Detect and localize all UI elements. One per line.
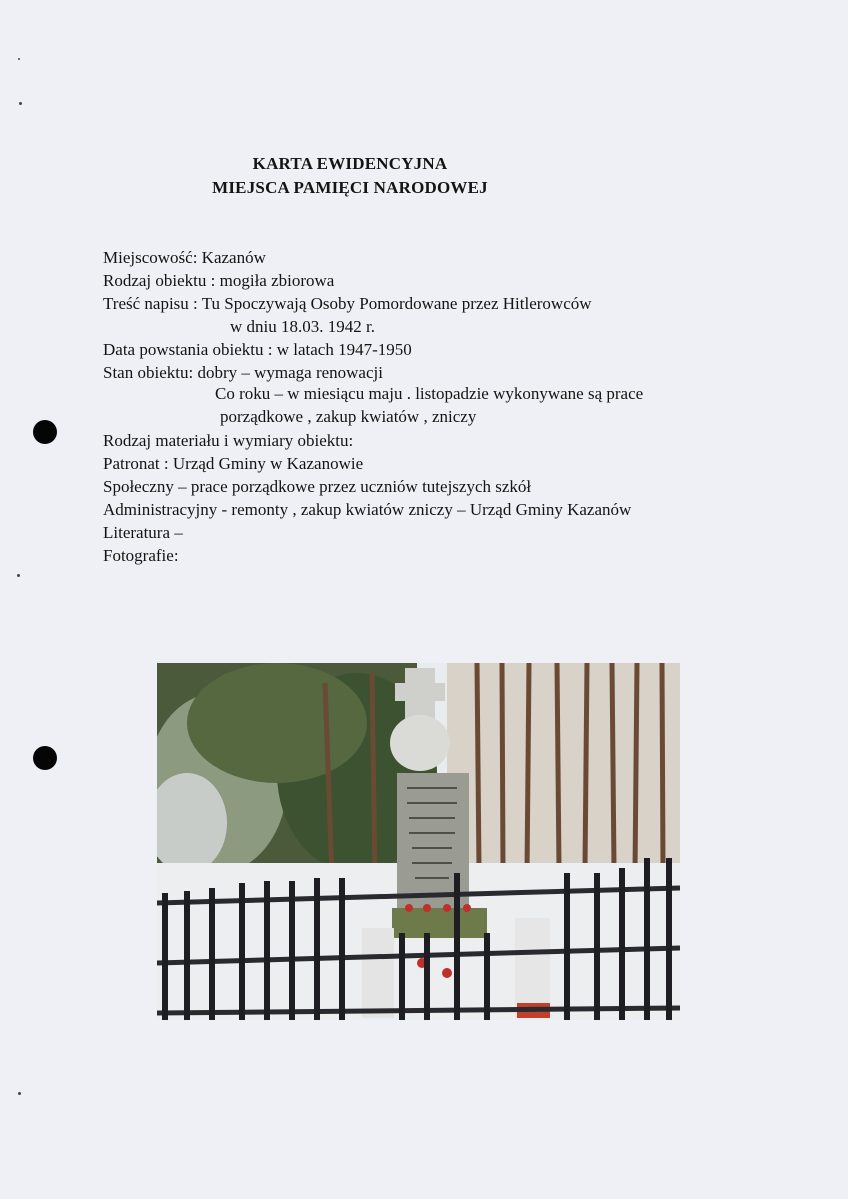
- field-social: Społeczny – prace porządkowe przez uczniów tutejszych szkół: [103, 477, 532, 496]
- field-object-type: Rodzaj obiektu : mogiła zbiorowa: [103, 271, 335, 290]
- document-title-line1: KARTA EWIDENCYJNA: [252, 154, 448, 173]
- field-condition: Stan obiektu: dobry – wymaga renowacji: [103, 363, 383, 382]
- field-patronage: Patronat : Urząd Gminy w Kazanowie: [103, 454, 364, 473]
- scan-speck: [18, 58, 20, 60]
- field-locality: Miejscowość: Kazanów: [103, 248, 266, 267]
- field-inscription-cont: w dniu 18.03. 1942 r.: [230, 317, 375, 336]
- document-title-line2: MIEJSCA PAMIĘCI NARODOWEJ: [212, 178, 488, 197]
- punch-hole: [33, 746, 57, 770]
- scan-speck: [19, 102, 22, 105]
- memorial-photo: [157, 663, 680, 1020]
- field-creation-date: Data powstania obiektu : w latach 1947-1950: [103, 340, 412, 359]
- field-condition-note-cont: porządkowe , zakup kwiatów , zniczy: [220, 407, 477, 426]
- scan-speck: [17, 574, 20, 577]
- field-literature: Literatura –: [103, 523, 183, 542]
- field-administrative: Administracyjny - remonty , zakup kwiatów zniczy – Urząd Gminy Kazanów: [103, 500, 632, 519]
- field-material: Rodzaj materiału i wymiary obiektu:: [103, 431, 354, 450]
- field-photos: Fotografie:: [103, 546, 179, 565]
- field-condition-note: Co roku – w miesiącu maju . listopadzie wykonywane są prace: [215, 384, 644, 403]
- punch-hole: [33, 420, 57, 444]
- scan-speck: [18, 1092, 21, 1095]
- field-inscription: Treść napisu : Tu Spoczywają Osoby Pomordowane przez Hitlerowców: [103, 294, 592, 313]
